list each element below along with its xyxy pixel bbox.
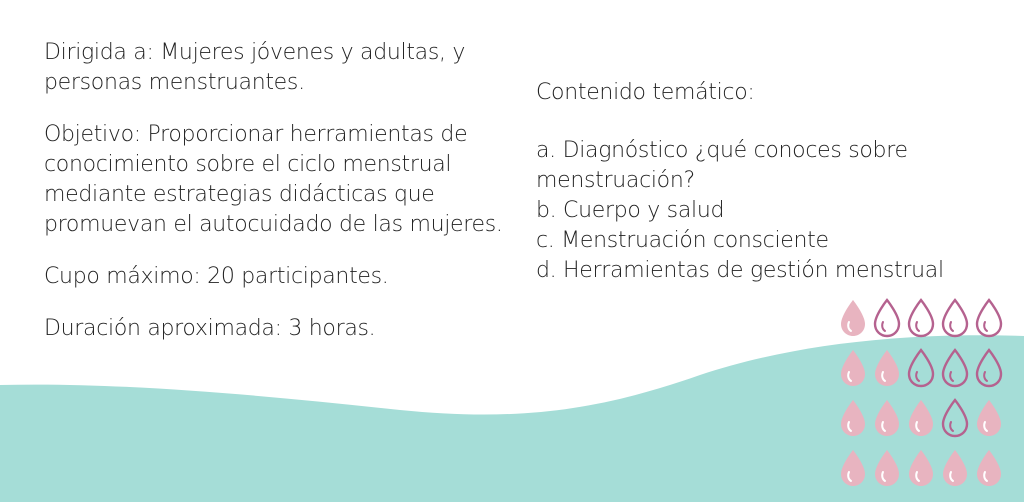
water-drop-icon (906, 348, 936, 388)
cupo-text: Cupo máximo: 20 participantes. (44, 264, 389, 289)
water-drop-icon (872, 398, 902, 438)
water-drop-icon (940, 348, 970, 388)
water-drop-icon (974, 398, 1004, 438)
water-drop-icon (838, 448, 868, 488)
topic-item-c: c. Menstruación consciente (536, 228, 829, 253)
topic-item-d: d. Herramientas de gestión menstrual (536, 258, 944, 283)
water-drop-icon (872, 448, 902, 488)
water-drop-icon (974, 348, 1004, 388)
topic-item-b: b. Cuerpo y salud (536, 198, 725, 223)
water-drop-icon (940, 448, 970, 488)
topic-list (536, 136, 996, 286)
left-column (44, 38, 524, 344)
objetivo-text: Objetivo: Proporcionar herramientas de conocimiento sobre el ciclo menstrual mediante estrategias didácticas que promuevan el autocuidado de las mujeres. (44, 122, 503, 237)
water-drop-icon (838, 298, 868, 338)
right-column (536, 78, 996, 286)
water-drop-icon (906, 448, 936, 488)
water-drop-icon (906, 298, 936, 338)
drop-pattern (834, 294, 1024, 502)
water-drop-icon (940, 398, 970, 438)
water-drop-icon (940, 298, 970, 338)
dirigida-text: Dirigida a: Mujeres jóvenes y adultas, y personas menstruantes. (44, 40, 466, 95)
water-drop-icon (872, 298, 902, 338)
water-drop-icon (974, 298, 1004, 338)
topic-item-a: a. Diagnóstico ¿qué conoces sobre menstruación? (536, 138, 908, 193)
water-drop-icon (974, 448, 1004, 488)
water-drop-icon (872, 348, 902, 388)
water-drop-icon (906, 398, 936, 438)
duracion-text: Duración aproximada: 3 horas. (44, 316, 376, 341)
contenido-heading: Contenido temático: (536, 80, 755, 105)
water-drop-icon (838, 348, 868, 388)
water-drop-icon (838, 398, 868, 438)
